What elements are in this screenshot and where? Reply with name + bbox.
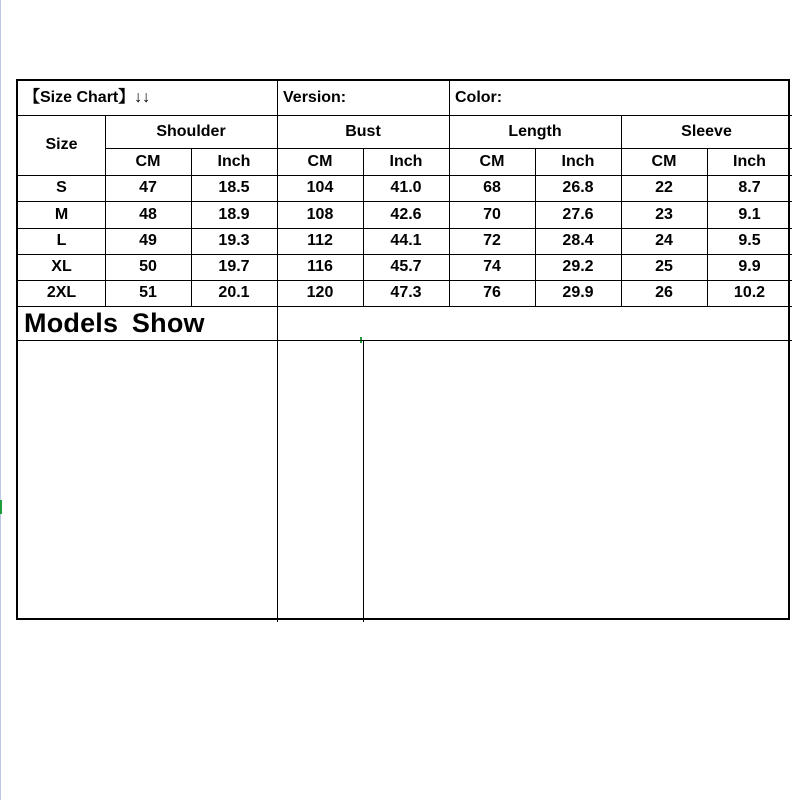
measurement-cell: 19.7: [218, 258, 250, 275]
measurement-cell: 18.9: [218, 205, 250, 223]
measurement-cell: 74: [483, 258, 501, 275]
unit-header: CM: [651, 152, 677, 170]
measurement-cell: 108: [306, 205, 334, 223]
measurement-cell: 18.5: [218, 179, 250, 196]
group-header: Sleeve: [681, 122, 732, 140]
measurement-cell: 49: [139, 232, 157, 249]
measurement-cell: 42.6: [390, 205, 422, 223]
measurement-cell: 41.0: [390, 179, 422, 196]
measurement-cell: 51: [139, 284, 157, 301]
measurement-cell: 20.1: [218, 284, 250, 301]
size-header: Size: [45, 136, 78, 153]
size-cell: L: [56, 232, 67, 249]
grid-line: [363, 340, 364, 622]
measurement-cell: 50: [139, 258, 157, 275]
version-label: Version:: [283, 89, 347, 106]
measurement-cell: 8.7: [738, 179, 761, 196]
measurement-cell: 9.5: [738, 232, 761, 249]
measurement-cell: 24: [655, 232, 673, 249]
size-chart-table: [16, 79, 790, 620]
grid-line: [277, 306, 278, 622]
unit-header: CM: [135, 152, 161, 170]
size-cell: S: [56, 179, 67, 196]
unit-header: CM: [307, 152, 333, 170]
measurement-cell: 45.7: [390, 258, 422, 275]
cell-marker: [0, 500, 2, 514]
measurement-cell: 28.4: [562, 232, 594, 249]
size-cell: XL: [51, 258, 72, 275]
measurement-cell: 47.3: [390, 284, 422, 301]
measurement-cell: 112: [307, 232, 333, 249]
grid-line: [18, 340, 792, 341]
measurement-cell: 29.2: [562, 258, 594, 275]
group-header: Bust: [345, 122, 381, 140]
measurement-cell: 9.9: [738, 258, 761, 275]
size-cell: 2XL: [46, 284, 77, 301]
measurement-cell: 47: [139, 179, 157, 196]
measurement-cell: 116: [307, 258, 333, 275]
measurement-cell: 76: [483, 284, 501, 301]
unit-header: Inch: [561, 152, 595, 170]
models-show-title: Models Show: [24, 307, 205, 338]
group-header: Length: [508, 122, 562, 140]
color-label: Color:: [455, 89, 503, 106]
unit-header: CM: [479, 152, 505, 170]
measurement-cell: 26.8: [562, 179, 594, 196]
measurement-cell: 19.3: [218, 232, 250, 249]
measurement-cell: 10.2: [733, 284, 766, 301]
unit-header: Inch: [217, 152, 251, 170]
measurement-cell: 44.1: [390, 232, 422, 249]
measurement-cell: 9.1: [738, 205, 761, 223]
measurement-cell: 25: [655, 258, 673, 275]
unit-header: Inch: [733, 152, 766, 170]
measurement-cell: 104: [306, 179, 334, 196]
group-header: Shoulder: [156, 122, 226, 140]
measurement-cell: 70: [483, 205, 501, 223]
measurement-cell: 68: [483, 179, 501, 196]
measurement-cell: 23: [655, 205, 673, 223]
size-chart-label: 【Size Chart】↓↓: [24, 89, 151, 106]
unit-header: Inch: [389, 152, 423, 170]
measurement-cell: 26: [655, 284, 673, 301]
measurement-cell: 120: [306, 284, 334, 301]
page-edge-line: [0, 0, 1, 800]
measurement-cell: 22: [655, 179, 673, 196]
size-cell: M: [54, 205, 69, 223]
measurement-cell: 48: [139, 205, 157, 223]
measurement-cell: 72: [483, 232, 501, 249]
measurement-cell: 29.9: [562, 284, 594, 301]
measurement-cell: 27.6: [562, 205, 594, 223]
